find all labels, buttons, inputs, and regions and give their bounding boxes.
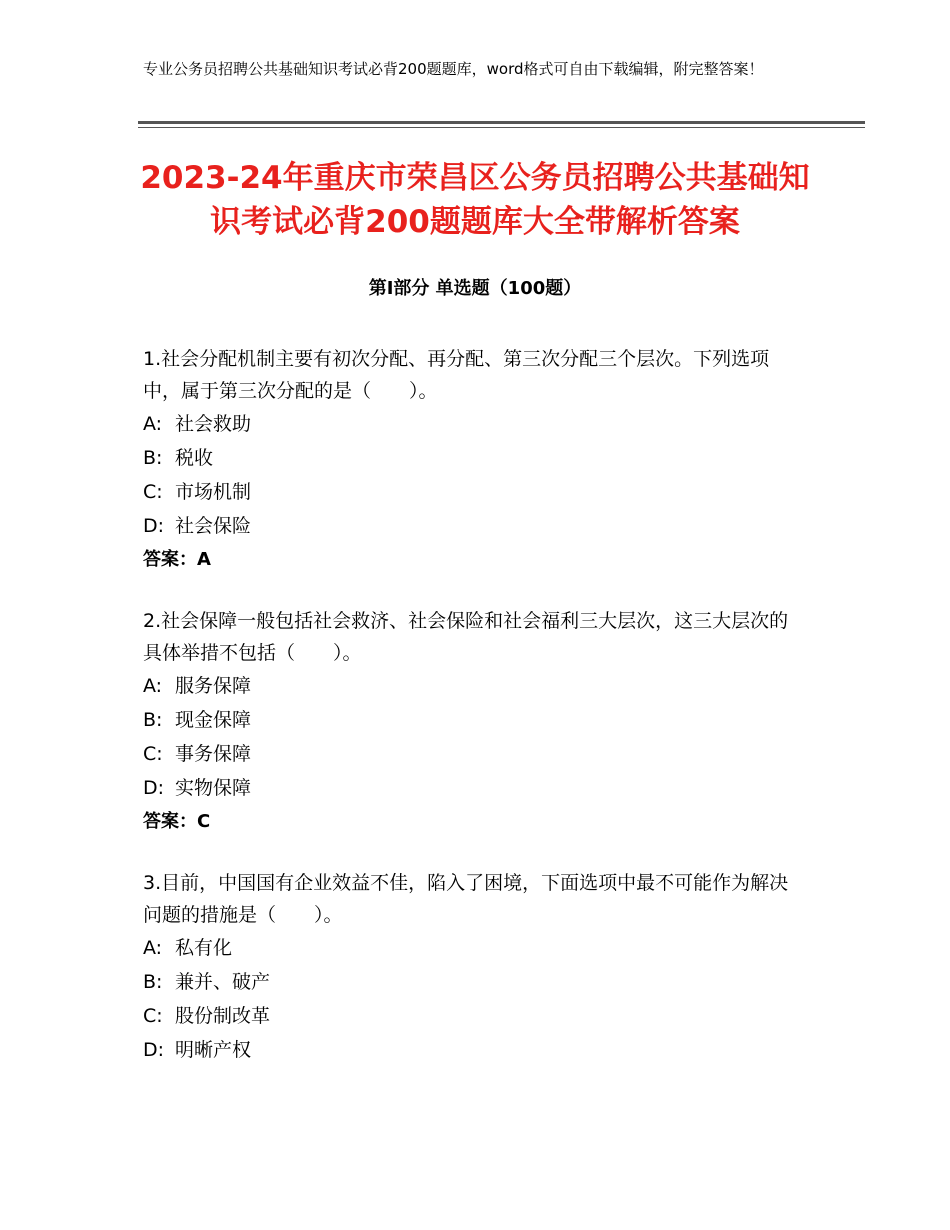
option-letter: B: — [143, 447, 163, 469]
question-2 — [143, 605, 803, 839]
option-text: 服务保障 — [175, 675, 252, 697]
option-c — [143, 999, 803, 1033]
option-d — [143, 509, 803, 543]
option-letter: B: — [143, 709, 163, 731]
option-text: 社会救助 — [175, 413, 252, 435]
option-text: 私有化 — [175, 937, 233, 959]
option-c — [143, 737, 803, 771]
option-letter: C: — [143, 481, 163, 503]
option-text: 实物保障 — [175, 777, 252, 799]
option-text: 税收 — [175, 447, 214, 469]
header-rule-thick — [138, 121, 865, 124]
section-title: 第Ⅰ部分 单选题（100题） — [368, 278, 582, 299]
header-rule-thin — [138, 127, 865, 128]
option-letter: D: — [143, 1039, 165, 1061]
question-stem: 1.社会分配机制主要有初次分配、再分配、第三次分配三个层次。下列选项中，属于第三次分配的是（ ）。 — [143, 348, 770, 402]
question-stem: 3.目前，中国国有企业效益不佳，陷入了困境，下面选项中最不可能作为解决问题的措施是（ ）。 — [143, 872, 789, 926]
option-b — [143, 441, 803, 475]
option-text: 兼并、破产 — [175, 971, 271, 993]
option-letter: D: — [143, 777, 165, 799]
option-letter: C: — [143, 1005, 163, 1027]
option-text: 现金保障 — [175, 709, 252, 731]
option-c — [143, 475, 803, 509]
option-letter: B: — [143, 971, 163, 993]
question-3 — [143, 867, 803, 1067]
option-b — [143, 703, 803, 737]
question-answer: 答案：A — [143, 549, 211, 570]
option-text: 事务保障 — [175, 743, 252, 765]
option-text: 明晰产权 — [175, 1039, 252, 1061]
question-answer: 答案：C — [143, 811, 211, 832]
option-letter: A: — [143, 413, 163, 435]
option-d — [143, 771, 803, 805]
document-title: 2023-24年重庆市荣昌区公务员招聘公共基础知识考试必背200题题库大全带解析答案 — [140, 160, 810, 240]
option-b — [143, 965, 803, 999]
option-text: 股份制改革 — [175, 1005, 271, 1027]
option-text: 社会保险 — [175, 515, 252, 537]
option-letter: C: — [143, 743, 163, 765]
option-letter: A: — [143, 675, 163, 697]
option-letter: A: — [143, 937, 163, 959]
option-d — [143, 1033, 803, 1067]
question-list — [143, 343, 803, 1095]
option-a — [143, 407, 803, 441]
question-stem: 2.社会保障一般包括社会救济、社会保险和社会福利三大层次，这三大层次的具体举措不包括（ ）。 — [143, 610, 789, 664]
header-note: 专业公务员招聘公共基础知识考试必背200题题库，word格式可自由下载编辑，附完整答案！ — [143, 60, 764, 78]
question-1 — [143, 343, 803, 577]
option-letter: D: — [143, 515, 165, 537]
option-a — [143, 931, 803, 965]
option-a — [143, 669, 803, 703]
option-text: 市场机制 — [175, 481, 252, 503]
